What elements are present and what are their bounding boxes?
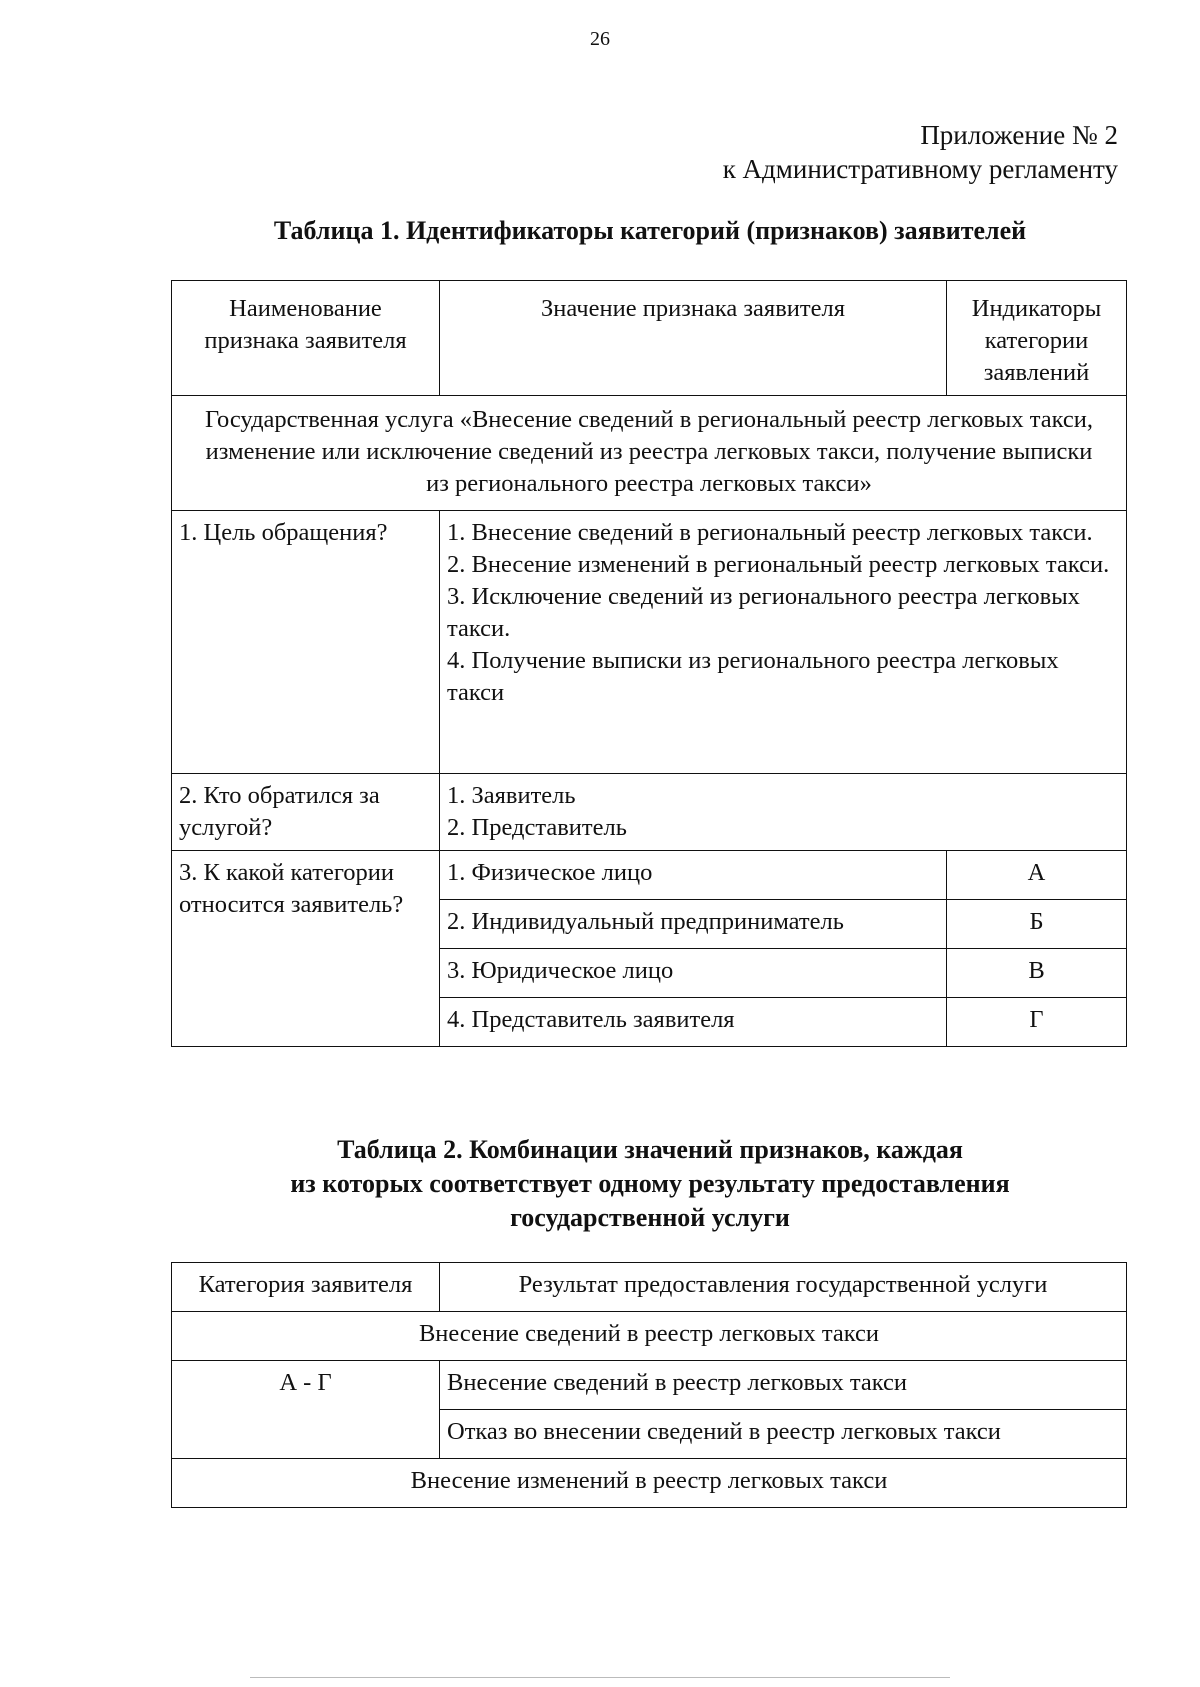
header-category: Категория заявителя [172,1263,440,1312]
category-cell: А - Г [172,1361,440,1459]
result-cell: Внесение сведений в реестр легковых такси [440,1361,1127,1410]
result-combinations-table [171,1262,1127,1508]
option-value: 3. Юридическое лицо [440,949,947,998]
option-indicator: В [947,949,1127,998]
list-item: 1. Заявитель [447,782,576,809]
table-1-title: Таблица 1. Идентификаторы категорий (признаков) заявителей [273,216,1027,245]
table-header-row [172,1263,1127,1312]
option-indicator: Б [947,900,1127,949]
service-row [172,396,1127,511]
result-cell: Отказ во внесении сведений в реестр легковых такси [440,1410,1127,1459]
option-value: 1. Физическое лицо [440,851,947,900]
list-item: 3. Исключение сведений из регионального реестра легковых такси. [447,583,1080,642]
table-2-title-line: из которых соответствует одному результату предоставления [290,1169,1010,1198]
appendix-line-2: к Административному регламенту [722,154,1118,184]
appendix-header [723,118,1118,186]
table-row [172,851,1127,900]
header-value: Значение признака заявителя [440,281,947,396]
appendix-line-1: Приложение № 2 [920,120,1118,150]
section-row [172,1459,1127,1508]
service-name: Государственная услуга «Внесение сведений в региональный реестр легковых такси, изменение или исключение сведений из реестра легковых такси, получение выписки из регионального реестра легковых такси» [172,396,1127,511]
applicant-categories-table [171,280,1127,1047]
list-item: 2. Представитель [447,814,627,841]
option-indicator: Г [947,998,1127,1047]
page-number: 26 [590,28,610,50]
table-row [172,1361,1127,1410]
table-2-title-line: государственной услуги [510,1203,790,1232]
list-item: 2. Внесение изменений в региональный реестр легковых такси. [447,551,1110,578]
option-value: 4. Представитель заявителя [440,998,947,1047]
values-cell [440,511,1127,774]
section-row [172,1312,1127,1361]
option-value: 2. Индивидуальный предприниматель [440,900,947,949]
list-item: 1. Внесение сведений в региональный реестр легковых такси. [447,519,1093,546]
table-row [172,511,1127,774]
section-title: Внесение сведений в реестр легковых такси [172,1312,1127,1361]
criterion-cell: 1. Цель обращения? [172,511,440,774]
header-criterion: Наименование признака заявителя [172,281,440,396]
values-cell [440,774,1127,851]
list-item: 4. Получение выписки из регионального реестра легковых такси [447,647,1059,706]
page-divider [250,1677,950,1678]
table-header-row [172,281,1127,396]
header-indicator: Индикаторы категории заявлений [947,281,1127,396]
option-indicator: А [947,851,1127,900]
table-row [172,774,1127,851]
header-result: Результат предоставления государственной услуги [440,1263,1127,1312]
criterion-cell: 2. Кто обратился за услугой? [172,774,440,851]
table-2-title-line: Таблица 2. Комбинации значений признаков, каждая [337,1135,963,1164]
section-title: Внесение изменений в реестр легковых такси [172,1459,1127,1508]
criterion-cell: 3. К какой категории относится заявитель? [172,851,440,1047]
table-2-title [170,1133,1130,1235]
